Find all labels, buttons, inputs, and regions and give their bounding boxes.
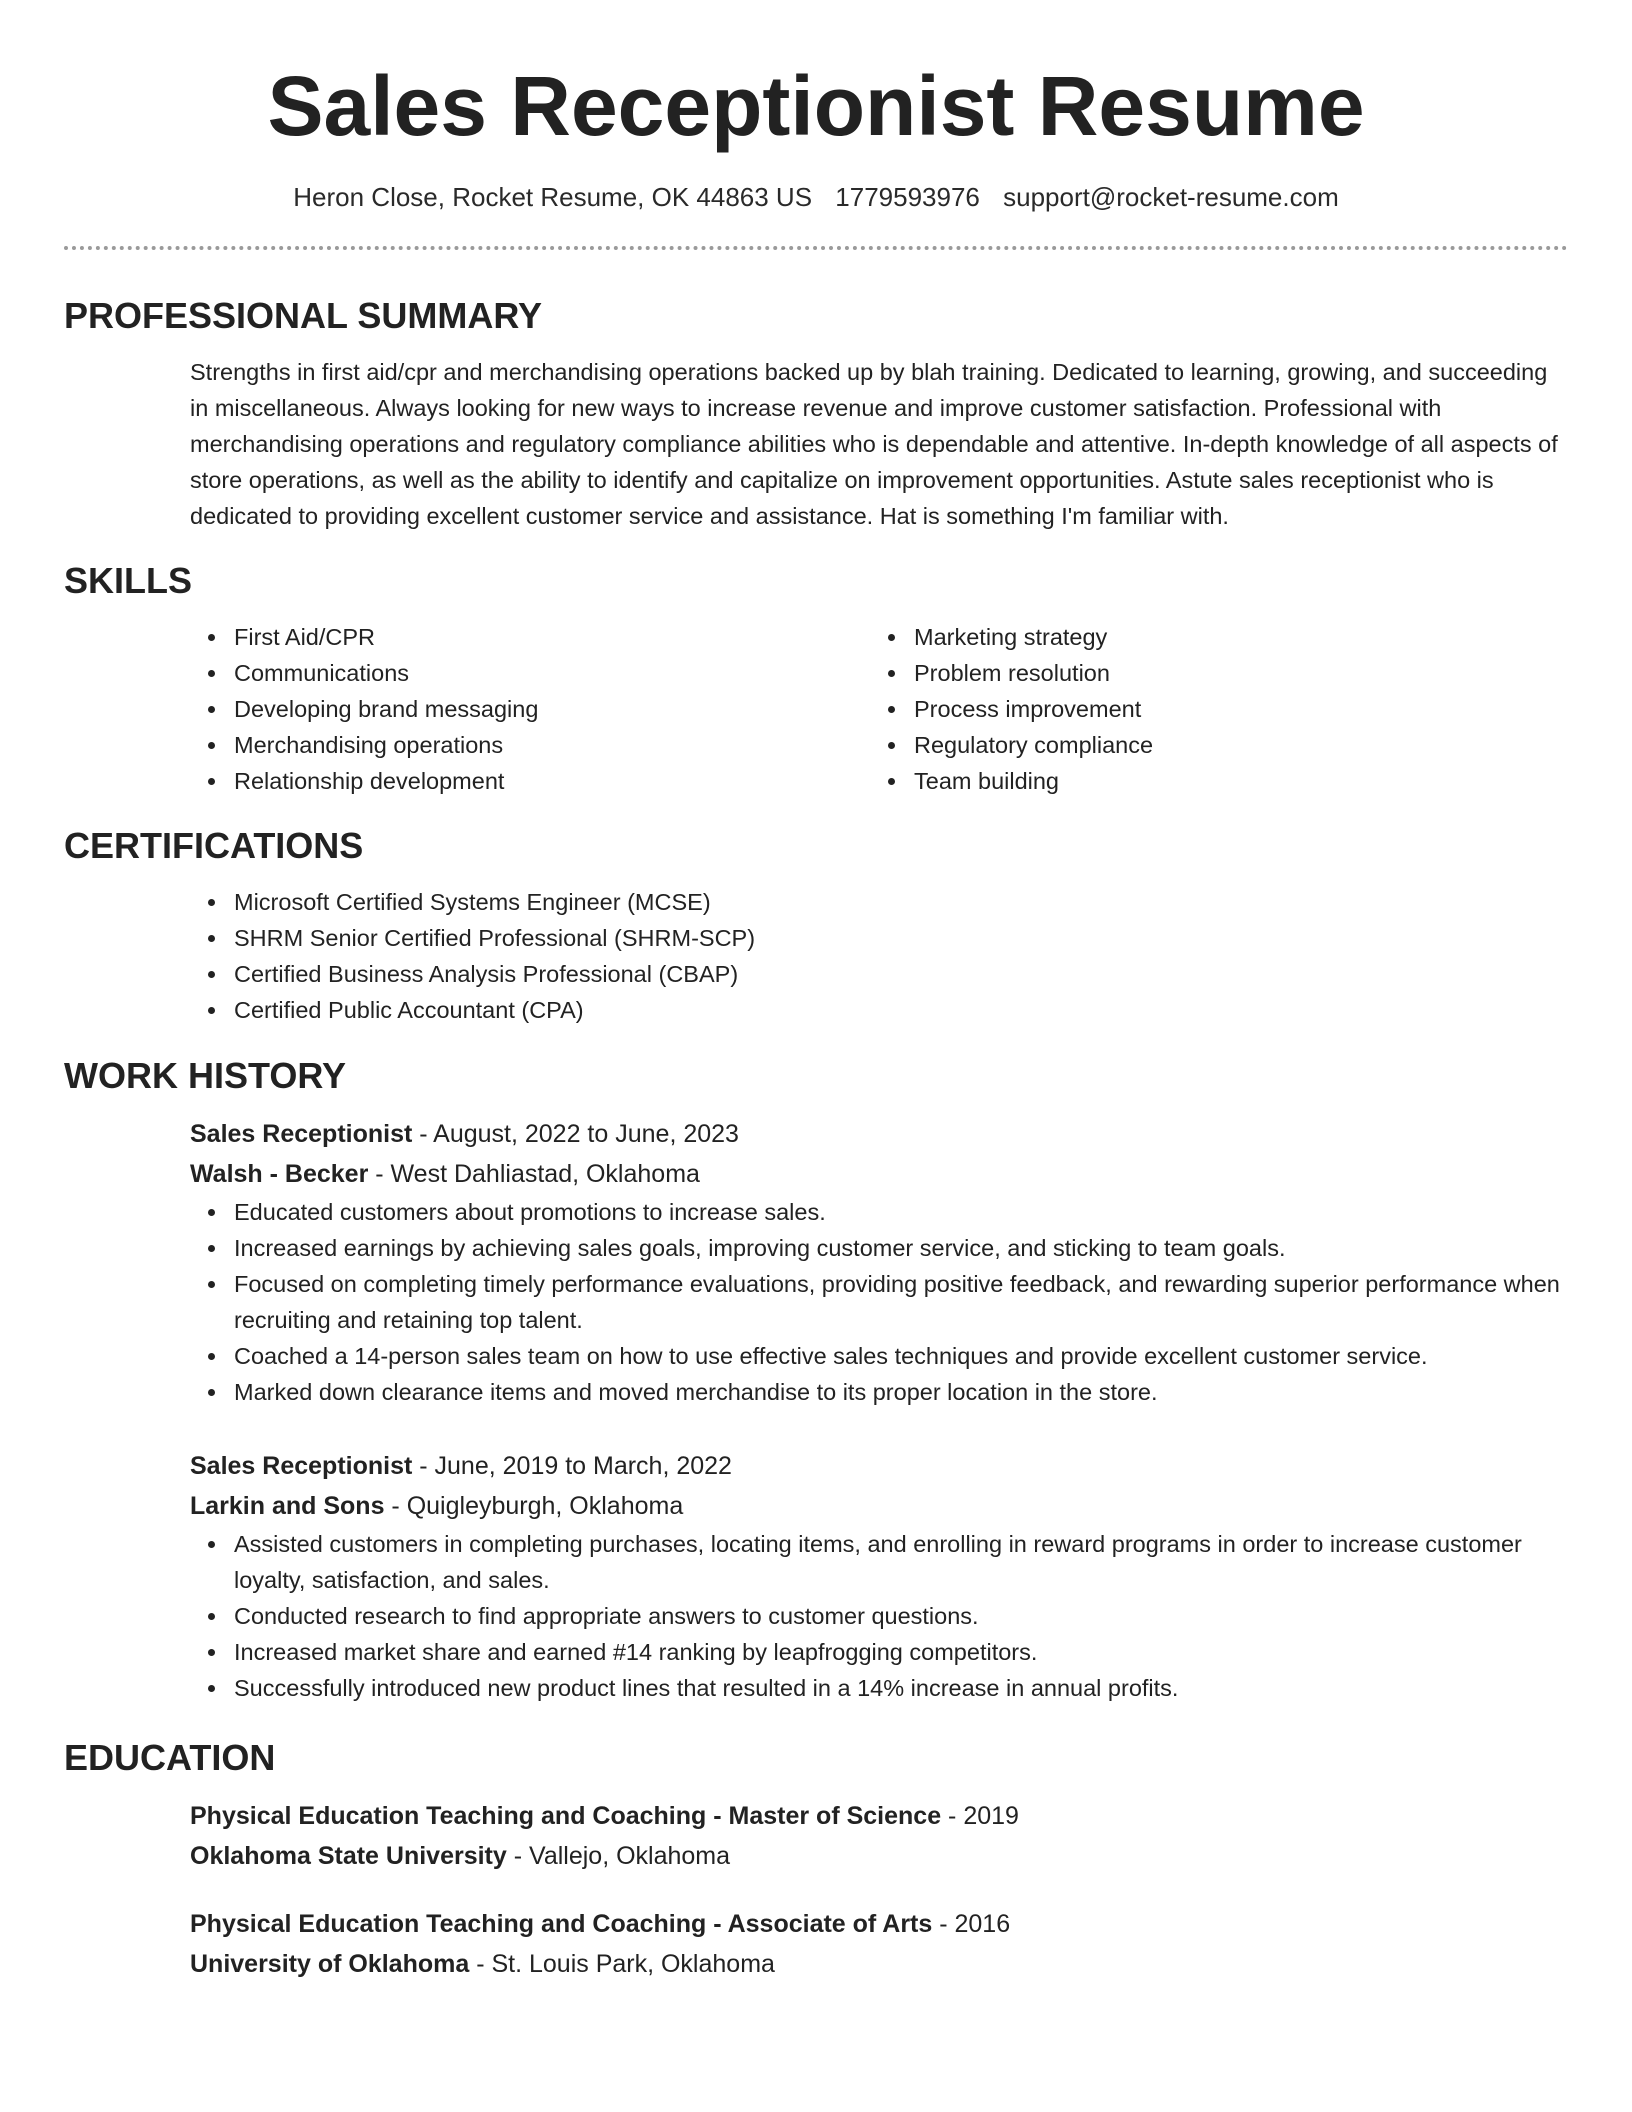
- school-location: - St. Louis Park, Oklahoma: [469, 1950, 775, 1978]
- skill-item: Regulatory compliance: [870, 727, 1550, 763]
- job-entry: [190, 1446, 1568, 1706]
- job-bullet: Coached a 14-person sales team on how to use effective sales techniques and provide excellent customer service.: [190, 1338, 1568, 1374]
- degree: Physical Education Teaching and Coaching - Associate of Arts: [190, 1910, 933, 1938]
- contact-address: Heron Close, Rocket Resume, OK 44863 US: [293, 182, 813, 212]
- job-title-line: [190, 1446, 1568, 1486]
- contact-line: [64, 180, 1568, 214]
- education-entry: [190, 1796, 1568, 1876]
- skills-column-left: [190, 619, 870, 799]
- job-bullet: Conducted research to find appropriate answers to customer questions.: [190, 1598, 1568, 1634]
- degree: Physical Education Teaching and Coaching - Master of Science: [190, 1802, 942, 1830]
- education-entry: [190, 1904, 1568, 1984]
- job-dates: - June, 2019 to March, 2022: [412, 1452, 732, 1480]
- job-bullet: Increased market share and earned #14 ranking by leapfrogging competitors.: [190, 1634, 1568, 1670]
- job-company: Walsh - Becker: [190, 1160, 369, 1188]
- school: Oklahoma State University: [190, 1842, 507, 1870]
- skill-item: First Aid/CPR: [190, 619, 870, 655]
- job-location: - Quigleyburgh, Oklahoma: [384, 1492, 684, 1520]
- certification-item: Certified Business Analysis Professional (CBAP): [190, 956, 1568, 992]
- education-heading: EDUCATION: [64, 1737, 276, 1778]
- skill-item: Problem resolution: [870, 655, 1550, 691]
- degree-year: - 2016: [932, 1910, 1011, 1938]
- job-bullet: Increased earnings by achieving sales goals, improving customer service, and sticking to team goals.: [190, 1230, 1568, 1266]
- work-history-heading: WORK HISTORY: [64, 1055, 347, 1096]
- resume-title: Sales Receptionist Resume: [267, 59, 1365, 153]
- certifications-heading: CERTIFICATIONS: [64, 825, 364, 866]
- job-bullets: [190, 1194, 1568, 1410]
- skills-list: [190, 619, 1568, 799]
- degree-line: [190, 1796, 1568, 1836]
- skill-item: Marketing strategy: [870, 619, 1550, 655]
- job-title: Sales Receptionist: [190, 1452, 413, 1480]
- job-entry: [190, 1114, 1568, 1410]
- school-location: - Vallejo, Oklahoma: [506, 1842, 731, 1870]
- skills-column-right: [870, 619, 1550, 799]
- job-bullet: Successfully introduced new product lines that resulted in a 14% increase in annual profits.: [190, 1670, 1568, 1706]
- education-list: [190, 1796, 1568, 1984]
- skill-item: Merchandising operations: [190, 727, 870, 763]
- contact-phone: 1779593976: [835, 182, 980, 212]
- contact-email: support@rocket-resume.com: [1003, 182, 1339, 212]
- job-location: - West Dahliastad, Oklahoma: [368, 1160, 700, 1188]
- job-bullet: Focused on completing timely performance evaluations, providing positive feedback, and rewarding superior performance when recruiting and retaining top talent.: [190, 1266, 1568, 1338]
- resume-page: [64, 0, 1568, 1984]
- school: University of Oklahoma: [190, 1950, 470, 1978]
- certifications-bullets: [190, 884, 1568, 1028]
- skill-item: Team building: [870, 763, 1550, 799]
- certifications-list: [190, 884, 1568, 1028]
- job-bullets: [190, 1526, 1568, 1706]
- skill-item: Relationship development: [190, 763, 870, 799]
- skill-item: Process improvement: [870, 691, 1550, 727]
- certification-item: Certified Public Accountant (CPA): [190, 992, 1568, 1028]
- skill-item: Communications: [190, 655, 870, 691]
- work-history-list: [190, 1114, 1568, 1706]
- job-company-line: [190, 1154, 1568, 1194]
- certification-item: SHRM Senior Certified Professional (SHRM-SCP): [190, 920, 1568, 956]
- job-dates: - August, 2022 to June, 2023: [412, 1120, 739, 1148]
- job-title-line: [190, 1114, 1568, 1154]
- job-bullet: Marked down clearance items and moved merchandise to its proper location in the store.: [190, 1374, 1568, 1410]
- job-title: Sales Receptionist: [190, 1120, 413, 1148]
- summary-heading: PROFESSIONAL SUMMARY: [64, 295, 543, 336]
- school-line: [190, 1944, 1568, 1984]
- school-line: [190, 1836, 1568, 1876]
- summary-text: Strengths in first aid/cpr and merchandising operations backed up by blah training. Dedicated to learning, growing, and succeeding in miscellaneous. Always looking for new ways to increase revenue and improve customer satisfaction. Professional with merchandising operations and regulatory compliance abilities who is dependable and attentive. In-depth knowledge of all aspects of store operations, as well as the ability to identify and capitalize on improvement opportunities. Astute sales receptionist who is dedicated to providing excellent customer service and assistance. Hat is something I'm familiar with.: [190, 359, 1558, 529]
- degree-year: - 2019: [941, 1802, 1019, 1830]
- skill-item: Developing brand messaging: [190, 691, 870, 727]
- job-company-line: [190, 1486, 1568, 1526]
- job-bullet: Educated customers about promotions to increase sales.: [190, 1194, 1568, 1230]
- job-company: Larkin and Sons: [190, 1492, 385, 1520]
- job-bullet: Assisted customers in completing purchases, locating items, and enrolling in reward programs in order to increase customer loyalty, satisfaction, and sales.: [190, 1526, 1568, 1598]
- skills-heading: SKILLS: [64, 560, 193, 601]
- header-divider: [64, 246, 1568, 250]
- certification-item: Microsoft Certified Systems Engineer (MCSE): [190, 884, 1568, 920]
- degree-line: [190, 1904, 1568, 1944]
